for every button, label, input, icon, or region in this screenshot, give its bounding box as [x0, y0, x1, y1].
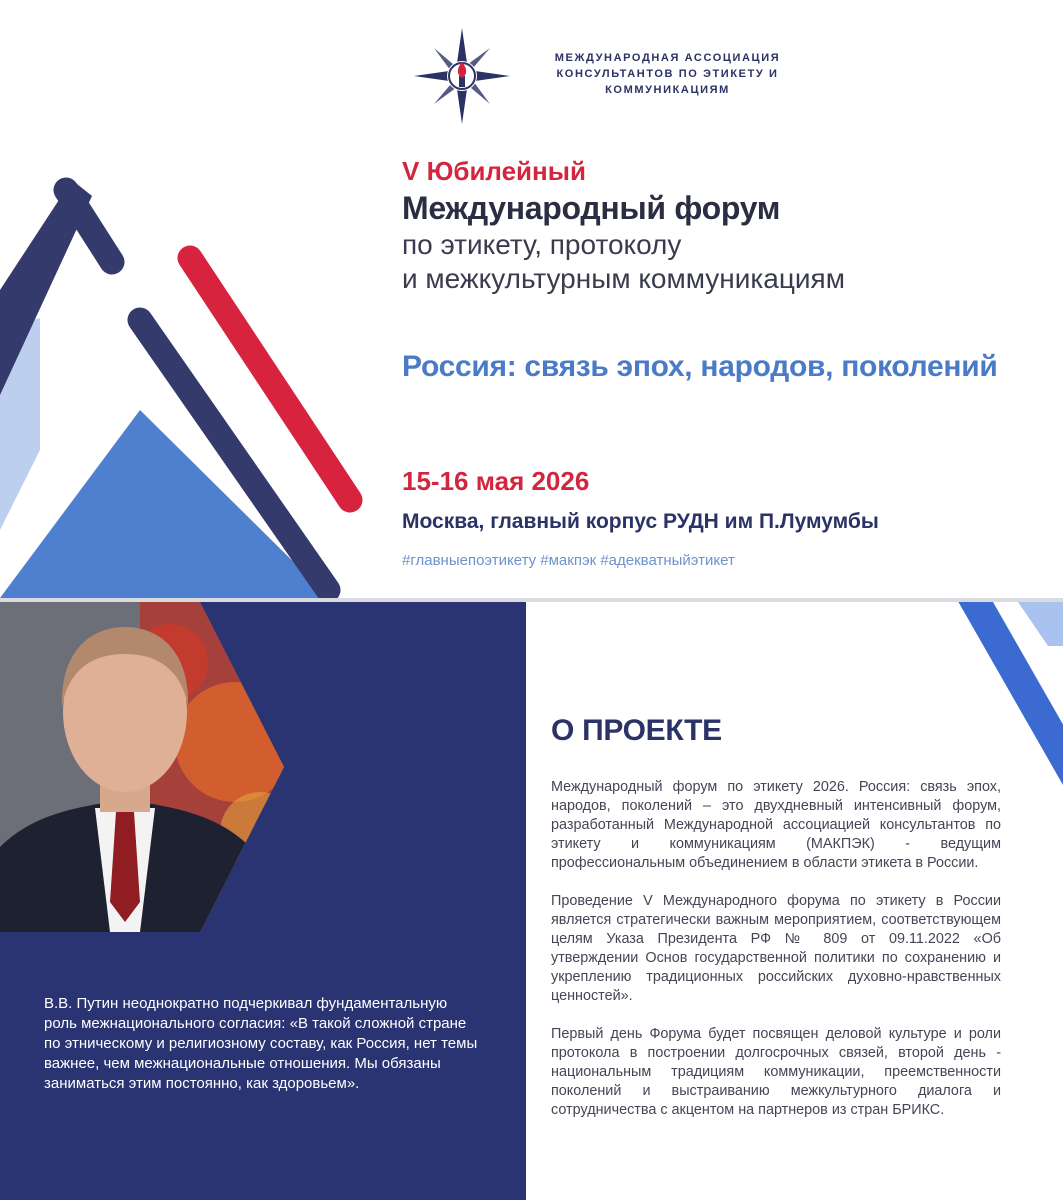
forum-hashtags: #главныепоэтикету #макпэк #адекватныйэтикет — [402, 552, 735, 569]
about-body — [551, 778, 1001, 1139]
forum-subtitle — [402, 228, 845, 296]
light-blue-corner-shape — [1018, 602, 1063, 646]
forum-venue: Москва, главный корпус РУДН им П.Лумумбы — [402, 510, 879, 533]
quote-text: В.В. Путин неоднократно подчеркивал фундаментальную роль межнационального согласия: «В такой сложной стране по этническому и религиозному составу, как Россия, нет темы важнее, чем межнациональные отношения. Мы обязаны заниматься этим постоянно, как здоровьем». — [44, 995, 478, 1092]
about-paragraph: Проведение V Международного форума по этикету в России является стратегически важным мероприятием, соответствующем целям Указа Президента РФ № 809 от 09.11.2022 «Об утверждении Основ государственной политики по сохранению и укреплению традиционных российских духовно-нравственных ценностей». — [551, 893, 1001, 1004]
about-project-card — [0, 602, 1063, 1200]
forum-slogan: Россия: связь эпох, народов, поколений — [402, 350, 998, 383]
forum-dates: 15-16 мая 2026 — [402, 466, 590, 496]
forum-subtitle-line: по этикету, протоколу — [402, 229, 682, 260]
association-name-line: МЕЖДУНАРОДНАЯ АССОЦИАЦИЯ — [554, 52, 781, 64]
speaker-photo — [0, 602, 290, 932]
forum-banner — [0, 0, 1063, 598]
forum-title: Международный форум — [402, 190, 781, 226]
about-heading: О ПРОЕКТЕ — [551, 714, 722, 747]
red-stripe-shape — [190, 258, 350, 500]
forum-edition: V Юбилейный — [402, 156, 586, 186]
decorative-stripes — [0, 0, 1063, 598]
forum-subtitle-line: и межкультурным коммуникациям — [402, 263, 845, 294]
association-name-line: КОНСУЛЬТАНТОВ ПО ЭТИКЕТУ И — [556, 68, 779, 80]
compass-star-torch-icon — [412, 26, 512, 126]
about-paragraph: Международный форум по этикету 2026. Россия: связь эпох, народов, поколений – это двухдневный интенсивный форум, разработанный Международной ассоциацией консультантов по этикету и коммуникациям (МАКПЭК) - ведущим профессиональным объединением в области этикета в России. — [551, 779, 1001, 871]
association-name — [545, 50, 790, 98]
association-name-line: КОММУНИКАЦИЯМ — [605, 84, 730, 96]
about-paragraph: Первый день Форума будет посвящен деловой культуре и роли протокола в построении долгосрочных связей, второй день - национальным традициям коммуникации, преемственности поколений и выстраиванию межкультурного диалога и сотрудничества с акцентом на партнеров из стран БРИКС. — [551, 1026, 1001, 1118]
